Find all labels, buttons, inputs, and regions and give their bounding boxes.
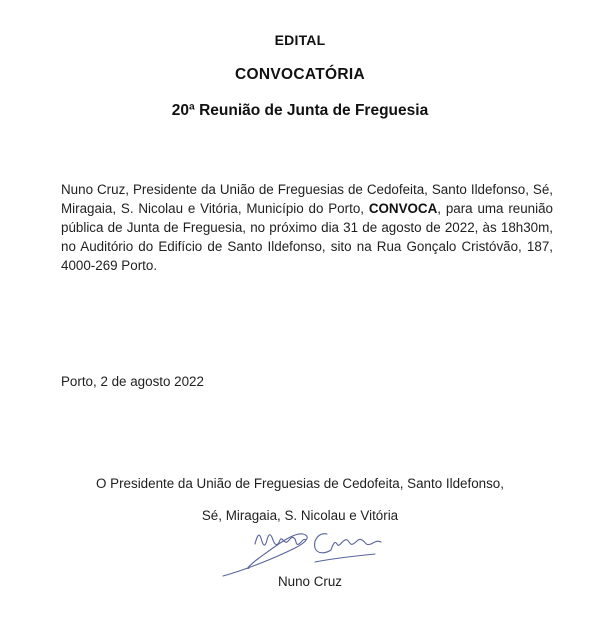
signatory-role-line-2: Sé, Miragaia, S. Nicolau e Vitória [201, 508, 399, 523]
convocation-paragraph [61, 180, 553, 275]
document-subheading: CONVOCATÓRIA [235, 66, 365, 83]
convoca-keyword: CONVOCA [368, 201, 438, 216]
meeting-title: 20ª Reunião de Junta de Freguesia [171, 102, 429, 119]
signatory-name: Nuno Cruz [277, 574, 342, 589]
place-date: Porto, 2 de agosto 2022 [61, 374, 204, 389]
paragraph-text-start: Nuno Cruz, Presidente da União de Freguesias de Cedofeita, Santo Ildefonso, Sé, Miragaia, S. Nicolau e Vitória, Município do Porto, [61, 182, 553, 216]
document-heading: EDITAL [274, 32, 326, 48]
signatory-role-line-1: O Presidente da União de Freguesias de Cedofeita, Santo Ildefonso, [96, 476, 504, 491]
paragraph-text-end: , para uma reunião pública de Junta de Freguesia, no próximo dia 31 de agosto de 2022, às 18h30m, no Auditório do Edifício de Santo Ildefonso, sito na Rua Gonçalo Cristóvão, 187, 4000-269 Porto. [61, 201, 553, 273]
